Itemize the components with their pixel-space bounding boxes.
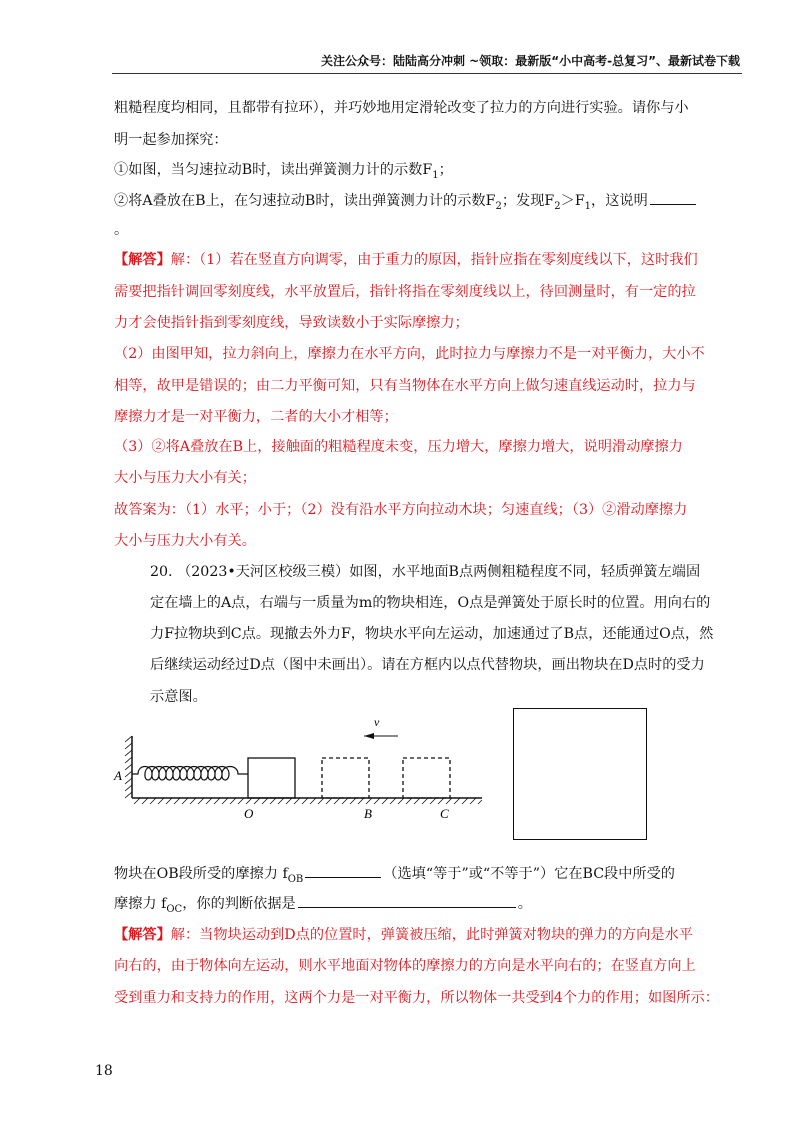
question-line — [114, 863, 675, 890]
text-span: ＞F — [560, 193, 585, 209]
label-o: O — [244, 806, 254, 821]
answer-line: （3）②将A叠放在B上，接触面的粗糙程度未变，压力增大，摩擦力增大，说明滑动摩擦力 — [114, 439, 683, 455]
text-span: （选填“等于”或“不等于”）它在BC段中所受的 — [383, 866, 675, 882]
text-line — [114, 190, 698, 217]
text-line: 。 — [114, 222, 129, 238]
text-span: ； — [438, 162, 453, 178]
question-line: 20. （2023•天河区校级三模）如图，水平地面B点两侧粗糙程度不同，轻质弹簧左端固 — [150, 564, 701, 580]
answer-line: 大小与压力大小有关。 — [114, 533, 256, 549]
answer-blank[interactable] — [305, 863, 381, 878]
answer-line: 受到重力和支持力的作用，这两个力是一对平衡力，所以物体一共受到4个力的作用；如图所示： — [114, 990, 719, 1006]
label-c: C — [440, 806, 449, 821]
subscript: OB — [287, 873, 304, 885]
answer-blank[interactable] — [650, 190, 696, 205]
answer-line — [114, 925, 693, 945]
answer-line: 故答案为：（1）水平；小于；（2）没有沿水平方向拉动木块；匀速直线；（3）②滑动摩擦力 — [114, 502, 688, 518]
text-span: 解：（1）若在竖直方向调零，由于重力的原因，指针应指在零刻度线以下，这时我们 — [170, 252, 698, 268]
answer-line: 摩擦力才是一对平衡力，二者的大小才相等； — [114, 409, 398, 425]
answer-tag: 【解答】 — [114, 252, 171, 268]
subscript: 1 — [584, 200, 592, 212]
question-line: 力F拉物块到C点。现撤去外力F，物块水平向左运动，加速通过了B点，还能通过O点，然 — [150, 626, 714, 642]
label-v: v — [374, 715, 380, 729]
answer-line: 向右的，由于物体向左运动，则水平地面对物体的摩擦力的方向是水平向右的；在竖直方向上 — [114, 958, 696, 974]
text-span: 。 — [517, 896, 532, 912]
subscript: 2 — [554, 200, 561, 212]
page-number: 18 — [95, 1063, 113, 1079]
answer-line: 大小与压力大小有关； — [114, 470, 256, 486]
answer-line: （2）由图甲知，拉力斜向上，摩擦力在水平方向，此时拉力与摩擦力不是一对平衡力，大小不 — [114, 346, 705, 362]
block-at-b — [322, 758, 369, 798]
text-span: ；发现F — [501, 193, 555, 209]
spring-coil — [132, 767, 248, 781]
text-line: 粗糙程度均相同，且都带有拉环），并巧妙地用定滑轮改变了拉力的方向进行实验。请你与小 — [114, 100, 689, 116]
subscript: OC — [166, 903, 183, 915]
wall-hatching — [125, 736, 132, 798]
velocity-arrowhead — [364, 733, 374, 739]
text-span: ②将A叠放在B上，在匀速拉动B时，读出弹簧测力计的示数F — [114, 193, 496, 209]
text-line: 明一起参加探究： — [114, 132, 228, 148]
label-b: B — [364, 806, 372, 821]
answer-line: 需要把指针调回零刻度线，水平放置后，指针将指在零刻度线以上，待回测量时，有一定的拉 — [114, 284, 696, 300]
text-span: ①如图，当匀速拉动B时，读出弹簧测力计的示数F — [114, 162, 433, 178]
subscript: 1 — [432, 169, 439, 181]
text-span: ，你的判断依据是 — [182, 896, 296, 912]
text-span: 解：当物块运动到D点的位置时，弹簧被压缩，此时弹簧对物块的弹力的方向是水平 — [170, 927, 693, 943]
answer-tag: 【解答】 — [114, 927, 171, 943]
text-line — [114, 160, 453, 186]
text-span: ，这说明 — [591, 193, 648, 209]
answer-line — [114, 250, 698, 270]
block-at-o — [248, 758, 295, 798]
drawing-answer-box[interactable] — [513, 708, 647, 840]
header-divider — [112, 73, 742, 74]
answer-line: 力才会使指针指到零刻度线，导致读数小于实际摩擦力； — [114, 315, 469, 331]
text-span: 物块在OB段所受的摩擦力 f — [114, 866, 288, 882]
label-a: A — [114, 768, 122, 783]
block-at-c — [403, 758, 450, 798]
question-line: 示意图。 — [150, 689, 207, 705]
subscript: 2 — [495, 200, 502, 212]
ground-hatching — [134, 798, 482, 804]
question-line — [114, 893, 532, 920]
question-line: 后继续运动经过D点（图中未画出）。请在方框内以点代替物块，画出物块在D点时的受力 — [150, 657, 705, 673]
answer-blank[interactable] — [298, 893, 516, 908]
text-span: 摩擦力 f — [114, 896, 167, 912]
page-header: 关注公众号：陆陆高分冲刺 ~领取：最新版“小中高考-总复习”、最新试卷下载 — [321, 54, 740, 68]
answer-line: 相等，故甲是错误的；由二力平衡可知，只有当物体在水平方向上做匀速直线运动时，拉力与 — [114, 378, 696, 394]
question-line: 定在墙上的A点，右端与一质量为m的物块相连，O点是弹簧处于原长时的位置。用向右的 — [150, 595, 711, 611]
spring-block-diagram — [112, 715, 492, 826]
